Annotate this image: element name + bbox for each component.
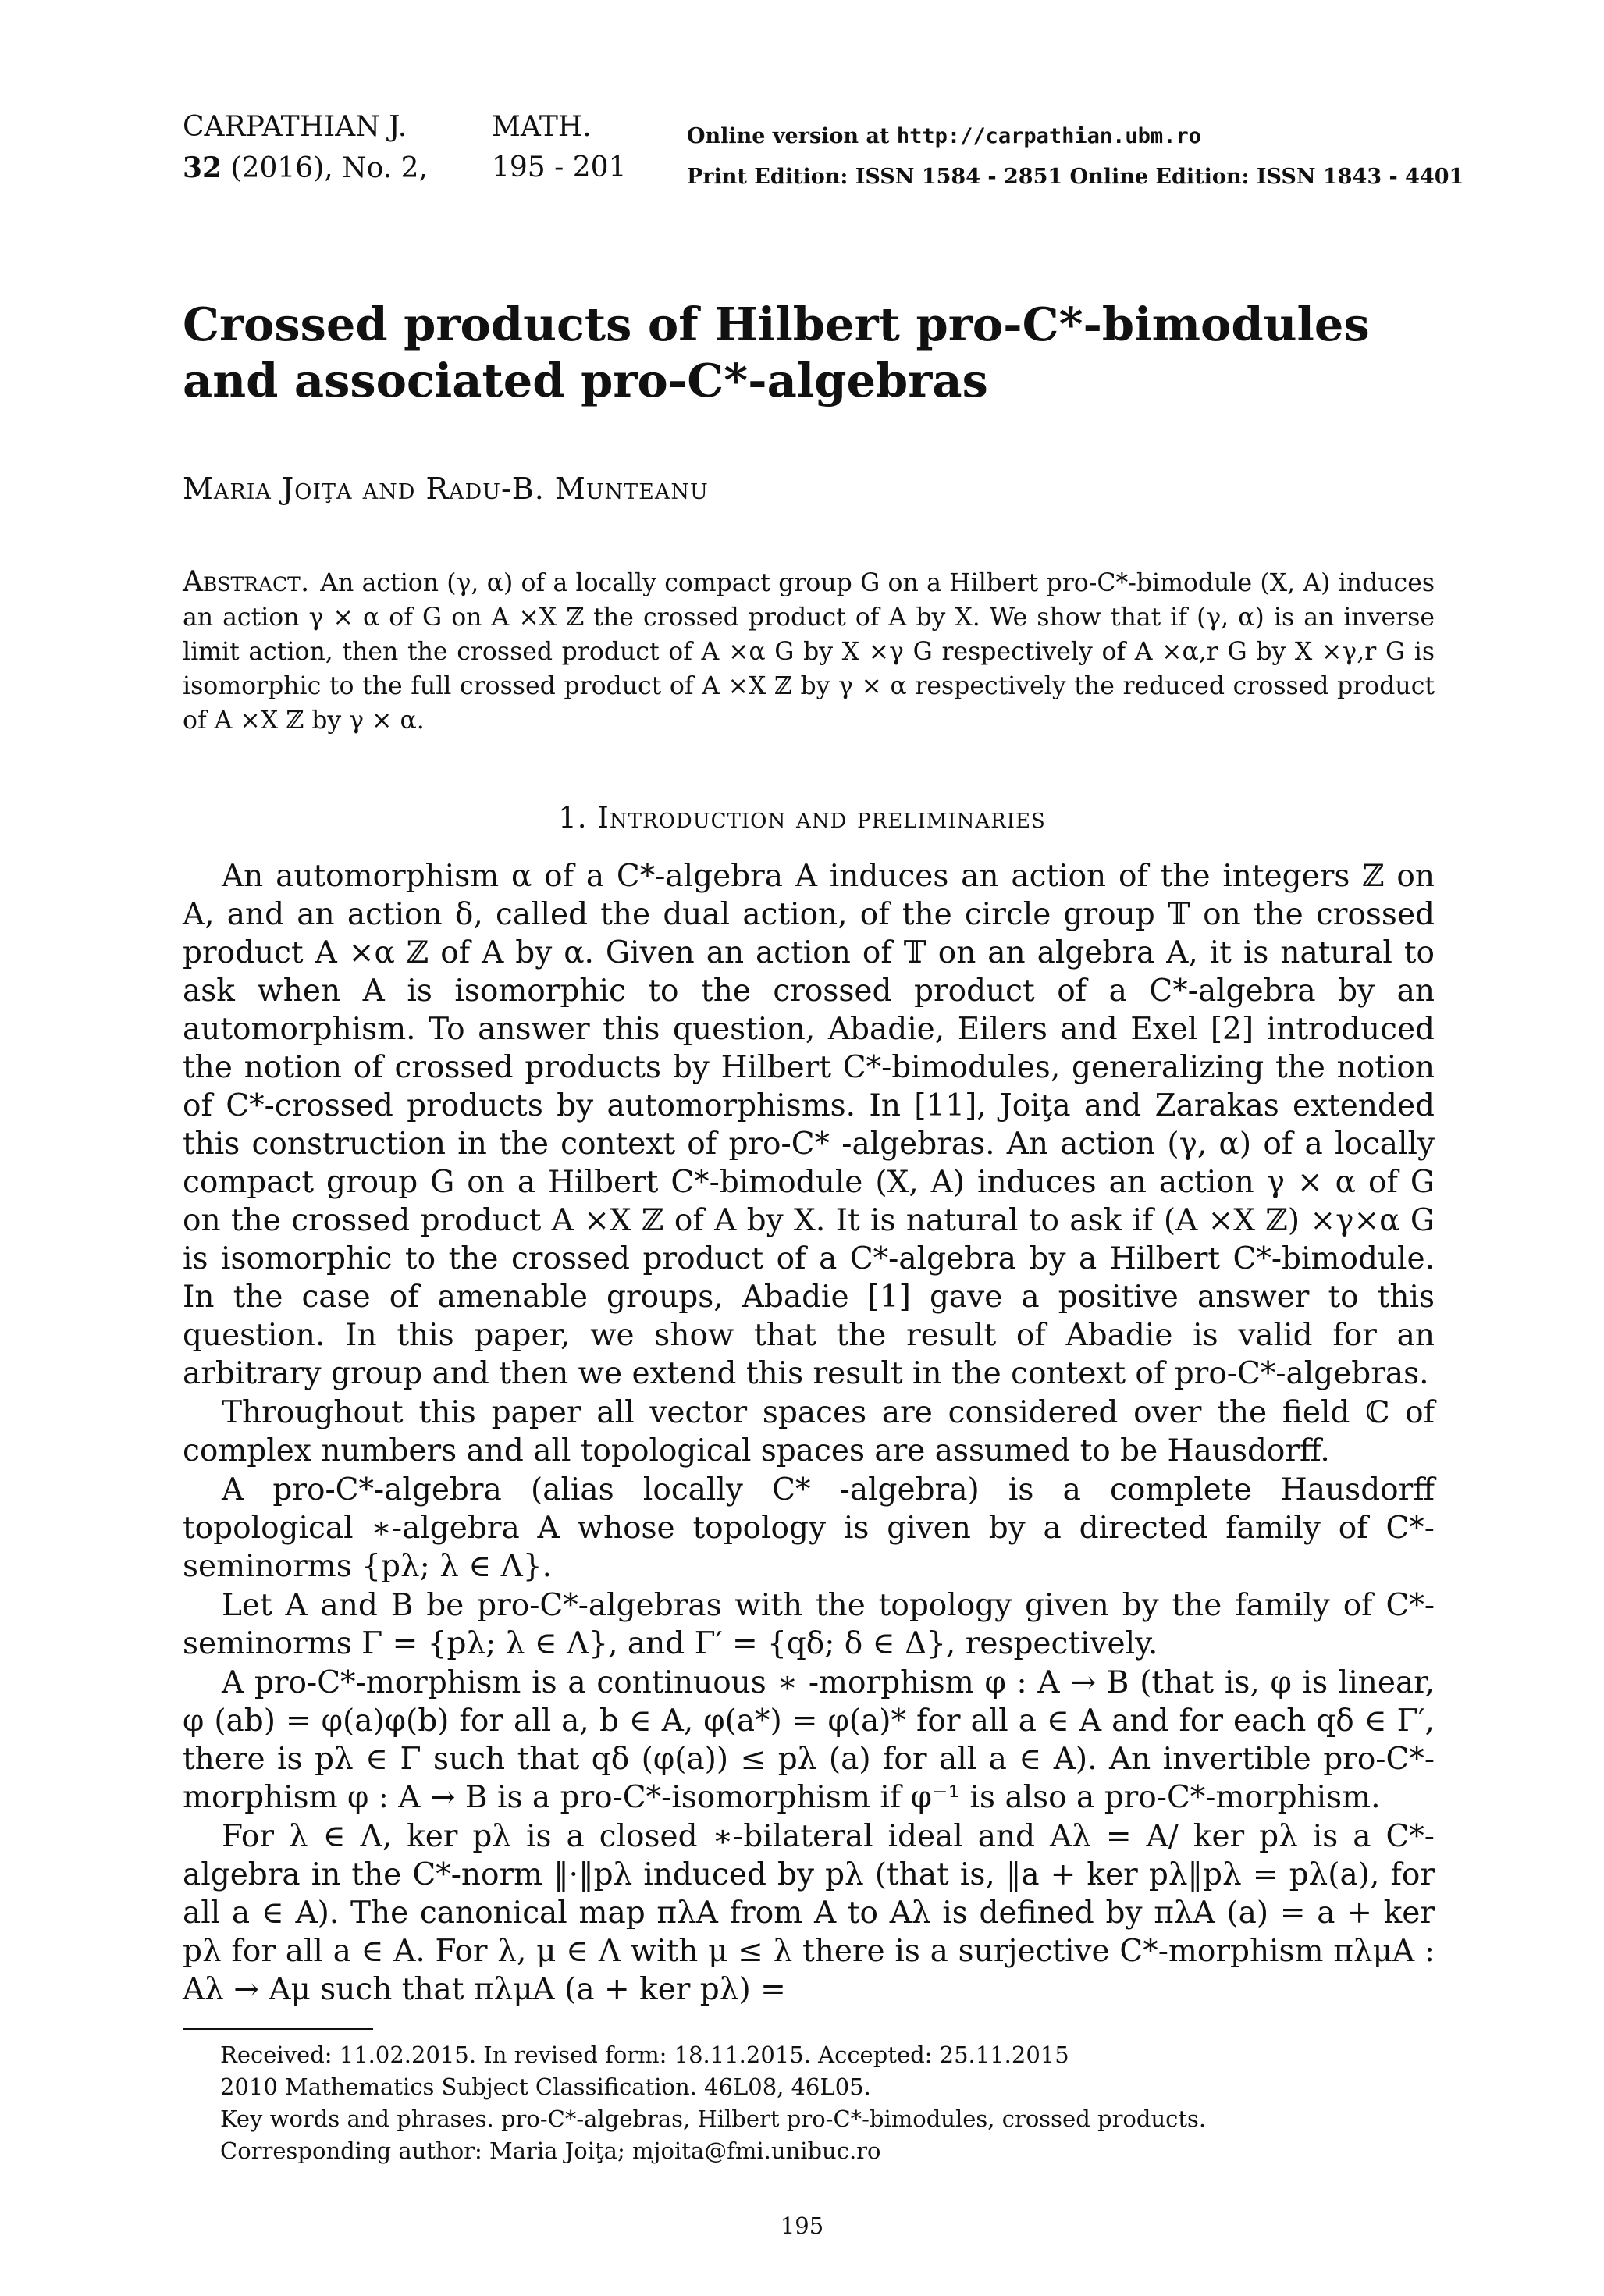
paragraph: A pro-C*-morphism is a continuous ∗ -morphism φ : A → B (that is, φ is linear, φ (ab) = φ(a)φ(b) for all a, b ∈ A, φ(a*) = φ(a)* for all a ∈ A and for each qδ ∈ Γ′, there is pλ ∈ Γ such that qδ (φ(a)) ≤ pλ (a) for all a ∈ A). An invertible pro-C*-morphism φ : A → B is a pro-C*-isomorphism if φ⁻¹ is also a pro-C*-morphism.	[183, 1665, 1435, 1815]
paragraph: For λ ∈ Λ, ker pλ is a closed ∗-bilateral ideal and Aλ = A/ ker pλ is a C*-algebra in the C*-norm ‖·‖pλ induced by pλ (that is, ‖a + ker pλ‖pλ = pλ(a), for all a ∈ A). The canonical map πλA from A to Aλ is defined by πλA (a) = a + ker pλ for all a ∈ A. For λ, μ ∈ Λ with μ ≤ λ there is a surjective C*-morphism πλμA : Aλ → Aμ such that πλμA (a + ker pλ) =	[183, 1819, 1435, 2007]
section-heading	[0, 801, 1604, 835]
footnotes	[220, 2039, 1391, 2167]
journal-name: CARPATHIAN J.	[183, 111, 407, 143]
page-range: 195 - 201	[492, 151, 627, 183]
online-url-link[interactable]: http://carpathian.ubm.ro	[896, 124, 1201, 148]
online-version	[687, 117, 1201, 156]
footnote-corresponding-author: Corresponding author: Maria Joiţa; mjoita@fmi.unibuc.ro	[220, 2138, 881, 2164]
footnote-received: Received: 11.02.2015. In revised form: 18.11.2015. Accepted: 25.11.2015	[220, 2041, 1069, 2068]
journal-subject: MATH.	[492, 111, 592, 143]
online-label: Online version at	[687, 124, 897, 148]
footnote-divider	[183, 2028, 373, 2030]
abstract-text: An action (γ, α) of a locally compact group G on a Hilbert pro-C*-bimodule (X, A) induces an action γ × α of G on A ×X ℤ the crossed product of A by X. We show that if (γ, α) is an inverse limit action, then the crossed product of A ×α G by X ×γ G respectively of A ×α,r G by X ×γ,r G is isomorphic to the full crossed product of A ×X ℤ by γ × α respectively the reduced crossed product of A ×X ℤ by γ × α.	[183, 569, 1435, 735]
footnote-classification: 2010 Mathematics Subject Classification. 46L08, 46L05.	[220, 2074, 871, 2100]
abstract-label: Abstract.	[183, 566, 310, 598]
paragraph: Let A and B be pro-C*-algebras with the topology given by the family of C*-seminorms Γ = {pλ; λ ∈ Λ}, and Γ′ = {qδ; δ ∈ Δ}, respectively.	[183, 1588, 1435, 1661]
paragraph: An automorphism α of a C*-algebra A induces an action of the integers ℤ on A, and an action δ, called the dual action, of the circle group 𝕋 on the crossed product A ×α ℤ of A by α. Given an action of 𝕋 on an algebra A, it is natural to ask when A is isomorphic to the crossed product of a C*-algebra by an automorphism. To answer this question, Abadie, Eilers and Exel [2] introduced the notion of crossed products by Hilbert C*-bimodules, generalizing the notion of C*-crossed products by automorphisms. In [11], Joiţa and Zarakas extended this construction in the context of pro-C* -algebras. An action (γ, α) of a locally compact group G on a Hilbert C*-bimodule (X, A) induces an action γ × α of G on the crossed product A ×X ℤ of A by X. It is natural to ask if (A ×X ℤ) ×γ×α G is isomorphic to the crossed product of a C*-algebra by a Hilbert C*-bimodule. In the case of amenable groups, Abadie [1] gave a positive answer to this question. In this paper, we show that the result of Abadie is valid for an arbitrary group and then we extend this result in the context of pro-C*-algebras.	[183, 859, 1435, 1391]
paper-authors: Maria Joiţa and Radu-B. Munteanu	[183, 472, 709, 506]
section-title: Introduction and preliminaries	[597, 801, 1046, 835]
body-text	[183, 857, 1435, 2009]
page-number: 195	[780, 2212, 824, 2239]
footnote-keywords: Key words and phrases. pro-C*-algebras, Hilbert pro-C*-bimodules, crossed products.	[220, 2106, 1207, 2132]
paragraph: Throughout this paper all vector spaces are considered over the field ℂ of complex numbers and all topological spaces are assumed to be Hausdorff.	[183, 1395, 1435, 1468]
section-number: 1.	[558, 801, 588, 835]
volume-number: 32	[183, 151, 222, 184]
issue-text: (2016), No. 2,	[222, 152, 428, 184]
paper-title: Crossed products of Hilbert pro-C*-bimodules and associated pro-C*-algebras	[183, 297, 1370, 408]
print-edition: Print Edition: ISSN 1584 - 2851 Online Edition: ISSN 1843 - 4401	[687, 165, 1464, 189]
abstract	[183, 565, 1435, 738]
volume-issue	[183, 148, 428, 188]
paragraph: A pro-C*-algebra (alias locally C* -algebra) is a complete Hausdorff topological ∗-algebra A whose topology is given by a directed family of C*-seminorms {pλ; λ ∈ Λ}.	[183, 1472, 1435, 1584]
